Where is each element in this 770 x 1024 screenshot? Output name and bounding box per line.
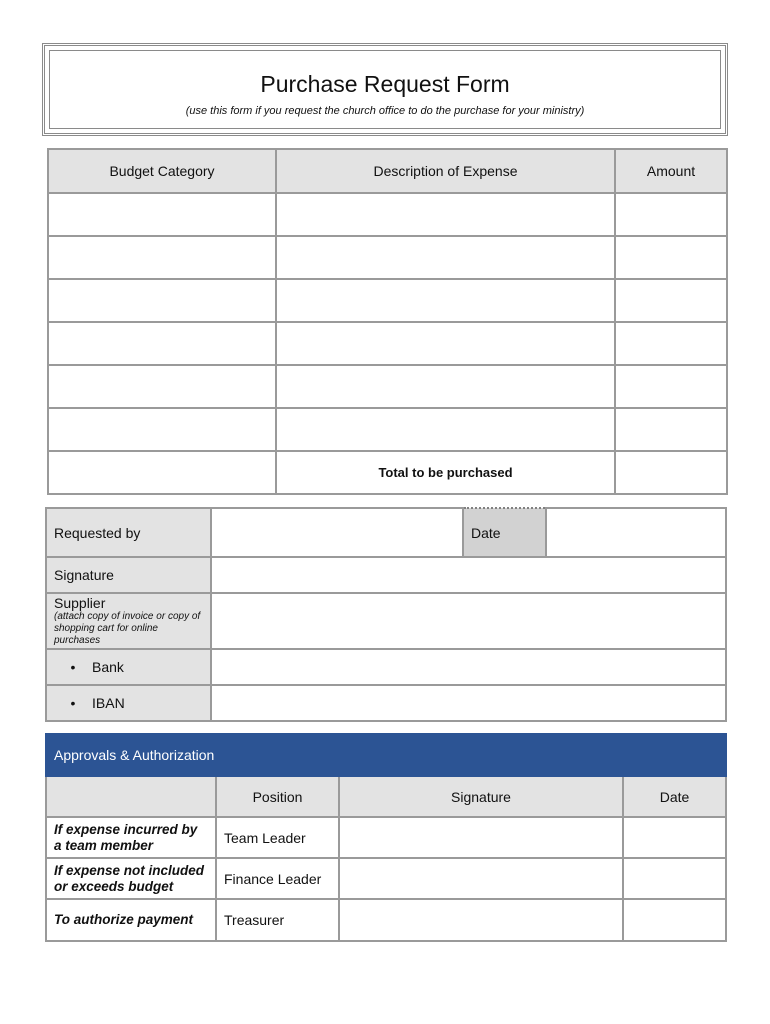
budget-category-cell[interactable] — [48, 193, 276, 236]
supplier-note: (attach copy of invoice or copy of shopping cart for online purchases — [54, 611, 201, 646]
amount-cell[interactable] — [615, 279, 727, 322]
amount-cell[interactable] — [615, 365, 727, 408]
budget-row — [48, 365, 727, 408]
approval-date-field[interactable] — [623, 858, 726, 899]
approval-condition: If expense incurred by a team member — [46, 817, 216, 858]
requested-by-field[interactable] — [211, 508, 463, 557]
approval-row — [46, 858, 726, 899]
description-cell[interactable] — [276, 193, 615, 236]
date-field[interactable] — [546, 508, 726, 557]
approval-signature-field[interactable] — [339, 817, 623, 858]
iban-label: IBAN — [92, 695, 125, 711]
approval-signature-field[interactable] — [339, 899, 623, 941]
description-cell[interactable] — [276, 279, 615, 322]
signature-field[interactable] — [211, 557, 726, 593]
approval-condition: If expense not included or exceeds budget — [46, 858, 216, 899]
total-label: Total to be purchased — [276, 451, 615, 494]
total-blank-cell — [48, 451, 276, 494]
supplier-field[interactable] — [211, 593, 726, 649]
budget-row — [48, 279, 727, 322]
amount-cell[interactable] — [615, 193, 727, 236]
supplier-row — [46, 593, 726, 649]
approval-signature-field[interactable] — [339, 858, 623, 899]
approval-position: Finance Leader — [216, 858, 339, 899]
approvals-banner-row — [46, 734, 726, 776]
description-cell[interactable] — [276, 236, 615, 279]
requested-by-row — [46, 508, 726, 557]
approval-date-field[interactable] — [623, 817, 726, 858]
approvals-banner: Approvals & Authorization — [46, 734, 726, 776]
position-header: Position — [216, 776, 339, 817]
budget-table — [47, 148, 728, 495]
budget-header-row — [48, 149, 727, 193]
approval-position: Team Leader — [216, 817, 339, 858]
approval-condition: To authorize payment — [46, 899, 216, 941]
budget-row — [48, 322, 727, 365]
condition-header — [46, 776, 216, 817]
approvals-header-row — [46, 776, 726, 817]
approval-date-field[interactable] — [623, 899, 726, 941]
approval-position: Treasurer — [216, 899, 339, 941]
description-cell[interactable] — [276, 365, 615, 408]
budget-row — [48, 408, 727, 451]
form-title: Purchase Request Form — [260, 71, 510, 97]
budget-category-cell[interactable] — [48, 408, 276, 451]
bank-label: Bank — [92, 659, 124, 675]
approval-signature-header: Signature — [339, 776, 623, 817]
total-amount-cell[interactable] — [615, 451, 727, 494]
budget-row — [48, 236, 727, 279]
requested-by-label: Requested by — [46, 508, 211, 557]
budget-category-cell[interactable] — [48, 236, 276, 279]
signature-label: Signature — [46, 557, 211, 593]
approval-row — [46, 817, 726, 858]
total-row — [48, 451, 727, 494]
date-label: Date — [463, 508, 546, 557]
approvals-table — [45, 733, 727, 942]
budget-category-header: Budget Category — [48, 149, 276, 193]
amount-header: Amount — [615, 149, 727, 193]
bank-row — [46, 649, 726, 685]
request-table — [45, 507, 727, 722]
supplier-label-cell — [46, 593, 211, 649]
form-title-box — [42, 43, 728, 136]
amount-cell[interactable] — [615, 236, 727, 279]
approval-row — [46, 899, 726, 941]
description-cell[interactable] — [276, 408, 615, 451]
amount-cell[interactable] — [615, 322, 727, 365]
form-subtitle: (use this form if you request the church office to do the purchase for your ministry) — [185, 105, 585, 117]
bank-label-cell — [46, 649, 211, 685]
budget-category-cell[interactable] — [48, 322, 276, 365]
iban-field[interactable] — [211, 685, 726, 721]
supplier-label: Supplier — [54, 595, 106, 611]
approval-date-header: Date — [623, 776, 726, 817]
bullet-icon: • — [70, 695, 76, 711]
description-header: Description of Expense — [276, 149, 615, 193]
amount-cell[interactable] — [615, 408, 727, 451]
budget-category-cell[interactable] — [48, 279, 276, 322]
description-cell[interactable] — [276, 322, 615, 365]
signature-row — [46, 557, 726, 593]
iban-row — [46, 685, 726, 721]
budget-category-cell[interactable] — [48, 365, 276, 408]
bank-field[interactable] — [211, 649, 726, 685]
bullet-icon: • — [70, 659, 76, 675]
form-title-inner-border — [49, 50, 721, 129]
budget-row — [48, 193, 727, 236]
iban-label-cell — [46, 685, 211, 721]
